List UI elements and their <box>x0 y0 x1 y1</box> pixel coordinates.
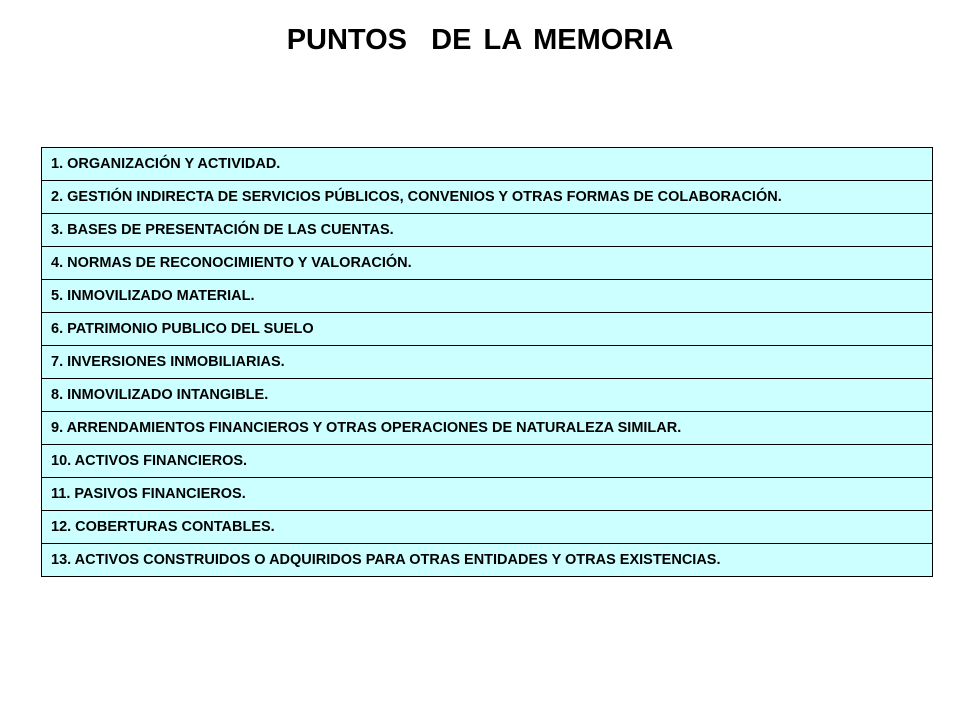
table-row <box>42 214 933 247</box>
table-cell: 9. ARRENDAMIENTOS FINANCIEROS Y OTRAS OPERACIONES DE NATURALEZA SIMILAR. <box>42 412 933 445</box>
table-row <box>42 412 933 445</box>
table-cell: 3. BASES DE PRESENTACIÓN DE LAS CUENTAS. <box>42 214 933 247</box>
table-row <box>42 445 933 478</box>
table-cell: 1. ORGANIZACIÓN Y ACTIVIDAD. <box>42 148 933 181</box>
table-cell: 13. ACTIVOS CONSTRUIDOS O ADQUIRIDOS PARA OTRAS ENTIDADES Y OTRAS EXISTENCIAS. <box>42 544 933 577</box>
table-row <box>42 544 933 577</box>
table-cell: 7. INVERSIONES INMOBILIARIAS. <box>42 346 933 379</box>
table-row <box>42 478 933 511</box>
table-row <box>42 379 933 412</box>
table-row <box>42 313 933 346</box>
table-cell: 11. PASIVOS FINANCIEROS. <box>42 478 933 511</box>
table-row <box>42 247 933 280</box>
table-cell: 6. PATRIMONIO PUBLICO DEL SUELO <box>42 313 933 346</box>
table-row <box>42 181 933 214</box>
table-cell: 2. GESTIÓN INDIRECTA DE SERVICIOS PÚBLICOS, CONVENIOS Y OTRAS FORMAS DE COLABORACIÓN. <box>42 181 933 214</box>
page-title: PUNTOS DE LA MEMORIA <box>286 24 674 56</box>
table-cell: 4. NORMAS DE RECONOCIMIENTO Y VALORACIÓN. <box>42 247 933 280</box>
table-cell: 10. ACTIVOS FINANCIEROS. <box>42 445 933 478</box>
table-row <box>42 148 933 181</box>
table-cell: 12. COBERTURAS CONTABLES. <box>42 511 933 544</box>
table-cell: 5. INMOVILIZADO MATERIAL. <box>42 280 933 313</box>
table-row <box>42 346 933 379</box>
table-row <box>42 280 933 313</box>
table-cell: 8. INMOVILIZADO INTANGIBLE. <box>42 379 933 412</box>
memoria-points-table <box>41 147 933 577</box>
table-row <box>42 511 933 544</box>
